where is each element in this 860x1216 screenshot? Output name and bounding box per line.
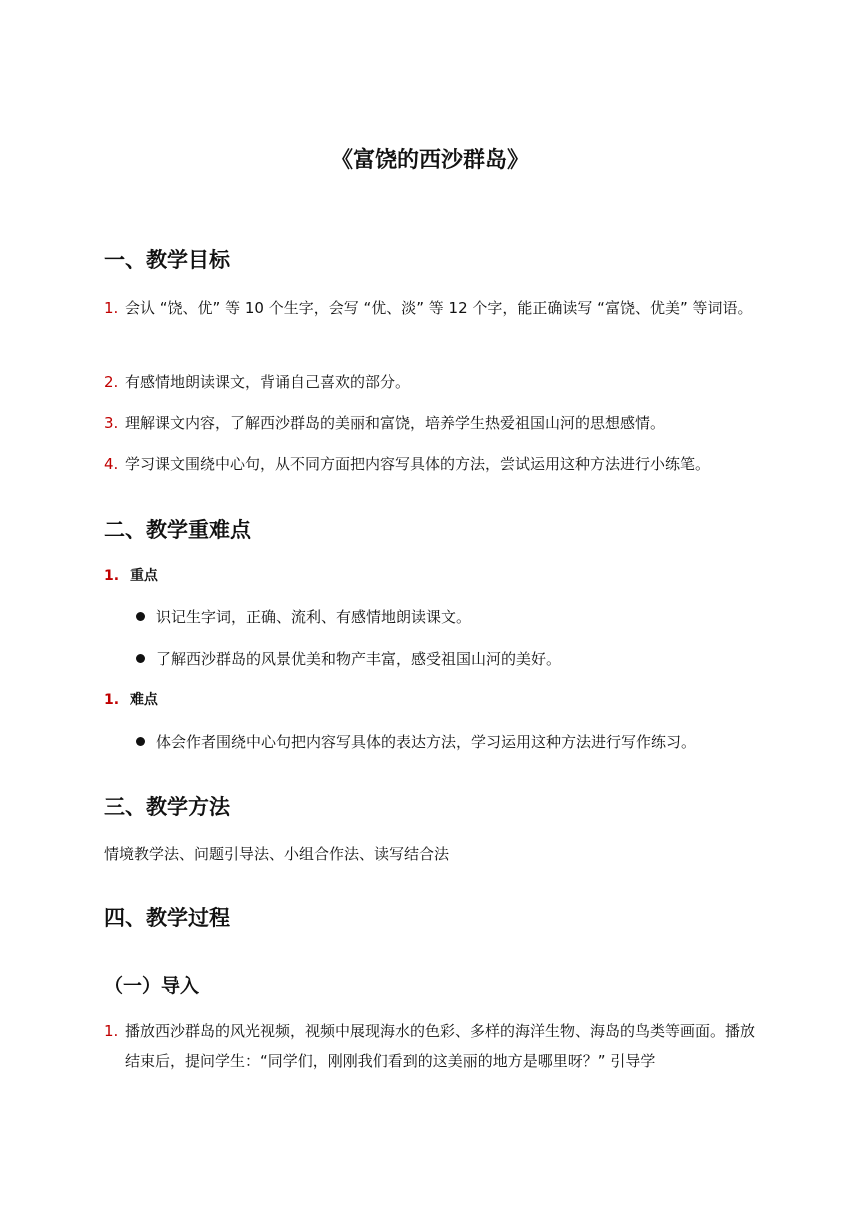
bullet-item	[136, 606, 776, 628]
subsection-label: 难点	[129, 692, 158, 708]
list-number: 1.	[104, 1022, 119, 1040]
key-points-label	[104, 565, 158, 587]
bullet-text: 识记生字词，正确、流利、有感情地朗读课文。	[156, 608, 472, 626]
bullet-item	[136, 648, 776, 670]
objective-item	[104, 449, 764, 479]
bullet-item	[136, 731, 776, 753]
list-item-text: 理解课文内容，了解西沙群岛的美丽和富饶，培养学生热爱祖国山河的思想感情。	[125, 414, 666, 432]
list-number: 4.	[104, 455, 119, 473]
list-number: 3.	[104, 414, 119, 432]
subsection-label: 重点	[129, 568, 158, 584]
methods-text: 情境教学法、问题引导法、小组合作法、读写结合法	[104, 845, 450, 863]
section-heading-key-points: 二、教学重难点	[104, 518, 251, 542]
objective-item	[104, 293, 764, 323]
subsection-heading-intro: （一）导入	[104, 975, 200, 997]
bullet-icon	[136, 737, 145, 746]
section-heading-process: 四、教学过程	[104, 906, 230, 930]
bullet-icon	[136, 654, 145, 663]
list-item-text: 会认 “饶、优” 等 10 个生字，会写 “优、淡” 等 12 个字，能正确读写 “富饶、优美” 等词语。	[125, 299, 753, 317]
process-item	[104, 1016, 764, 1076]
section-heading-methods: 三、教学方法	[104, 795, 230, 819]
objective-item	[104, 367, 764, 397]
list-item-text: 有感情地朗读课文，背诵自己喜欢的部分。	[125, 373, 411, 391]
bullet-text: 了解西沙群岛的风景优美和物产丰富，感受祖国山河的美好。	[156, 650, 562, 668]
list-item-text: 学习课文围绕中心句，从不同方面把内容写具体的方法，尝试运用这种方法进行小练笔。	[125, 455, 711, 473]
list-number: 1.	[104, 299, 119, 317]
bullet-text: 体会作者围绕中心句把内容写具体的表达方法，学习运用这种方法进行写作练习。	[156, 733, 697, 751]
bullet-icon	[136, 612, 145, 621]
list-number: 2.	[104, 373, 119, 391]
difficulty-label	[104, 689, 158, 711]
list-number: 1.	[104, 568, 120, 584]
list-item-text: 播放西沙群岛的风光视频，视频中展现海水的色彩、多样的海洋生物、海岛的鸟类等画面。播放结束后，提问学生：“同学们，刚刚我们看到的这美丽的地方是哪里呀？” 引导学	[125, 1022, 756, 1070]
objective-item	[104, 408, 764, 438]
document-title: 《富饶的西沙群岛》	[330, 148, 529, 173]
list-number: 1.	[104, 692, 120, 708]
section-heading-objectives: 一、教学目标	[104, 248, 230, 272]
